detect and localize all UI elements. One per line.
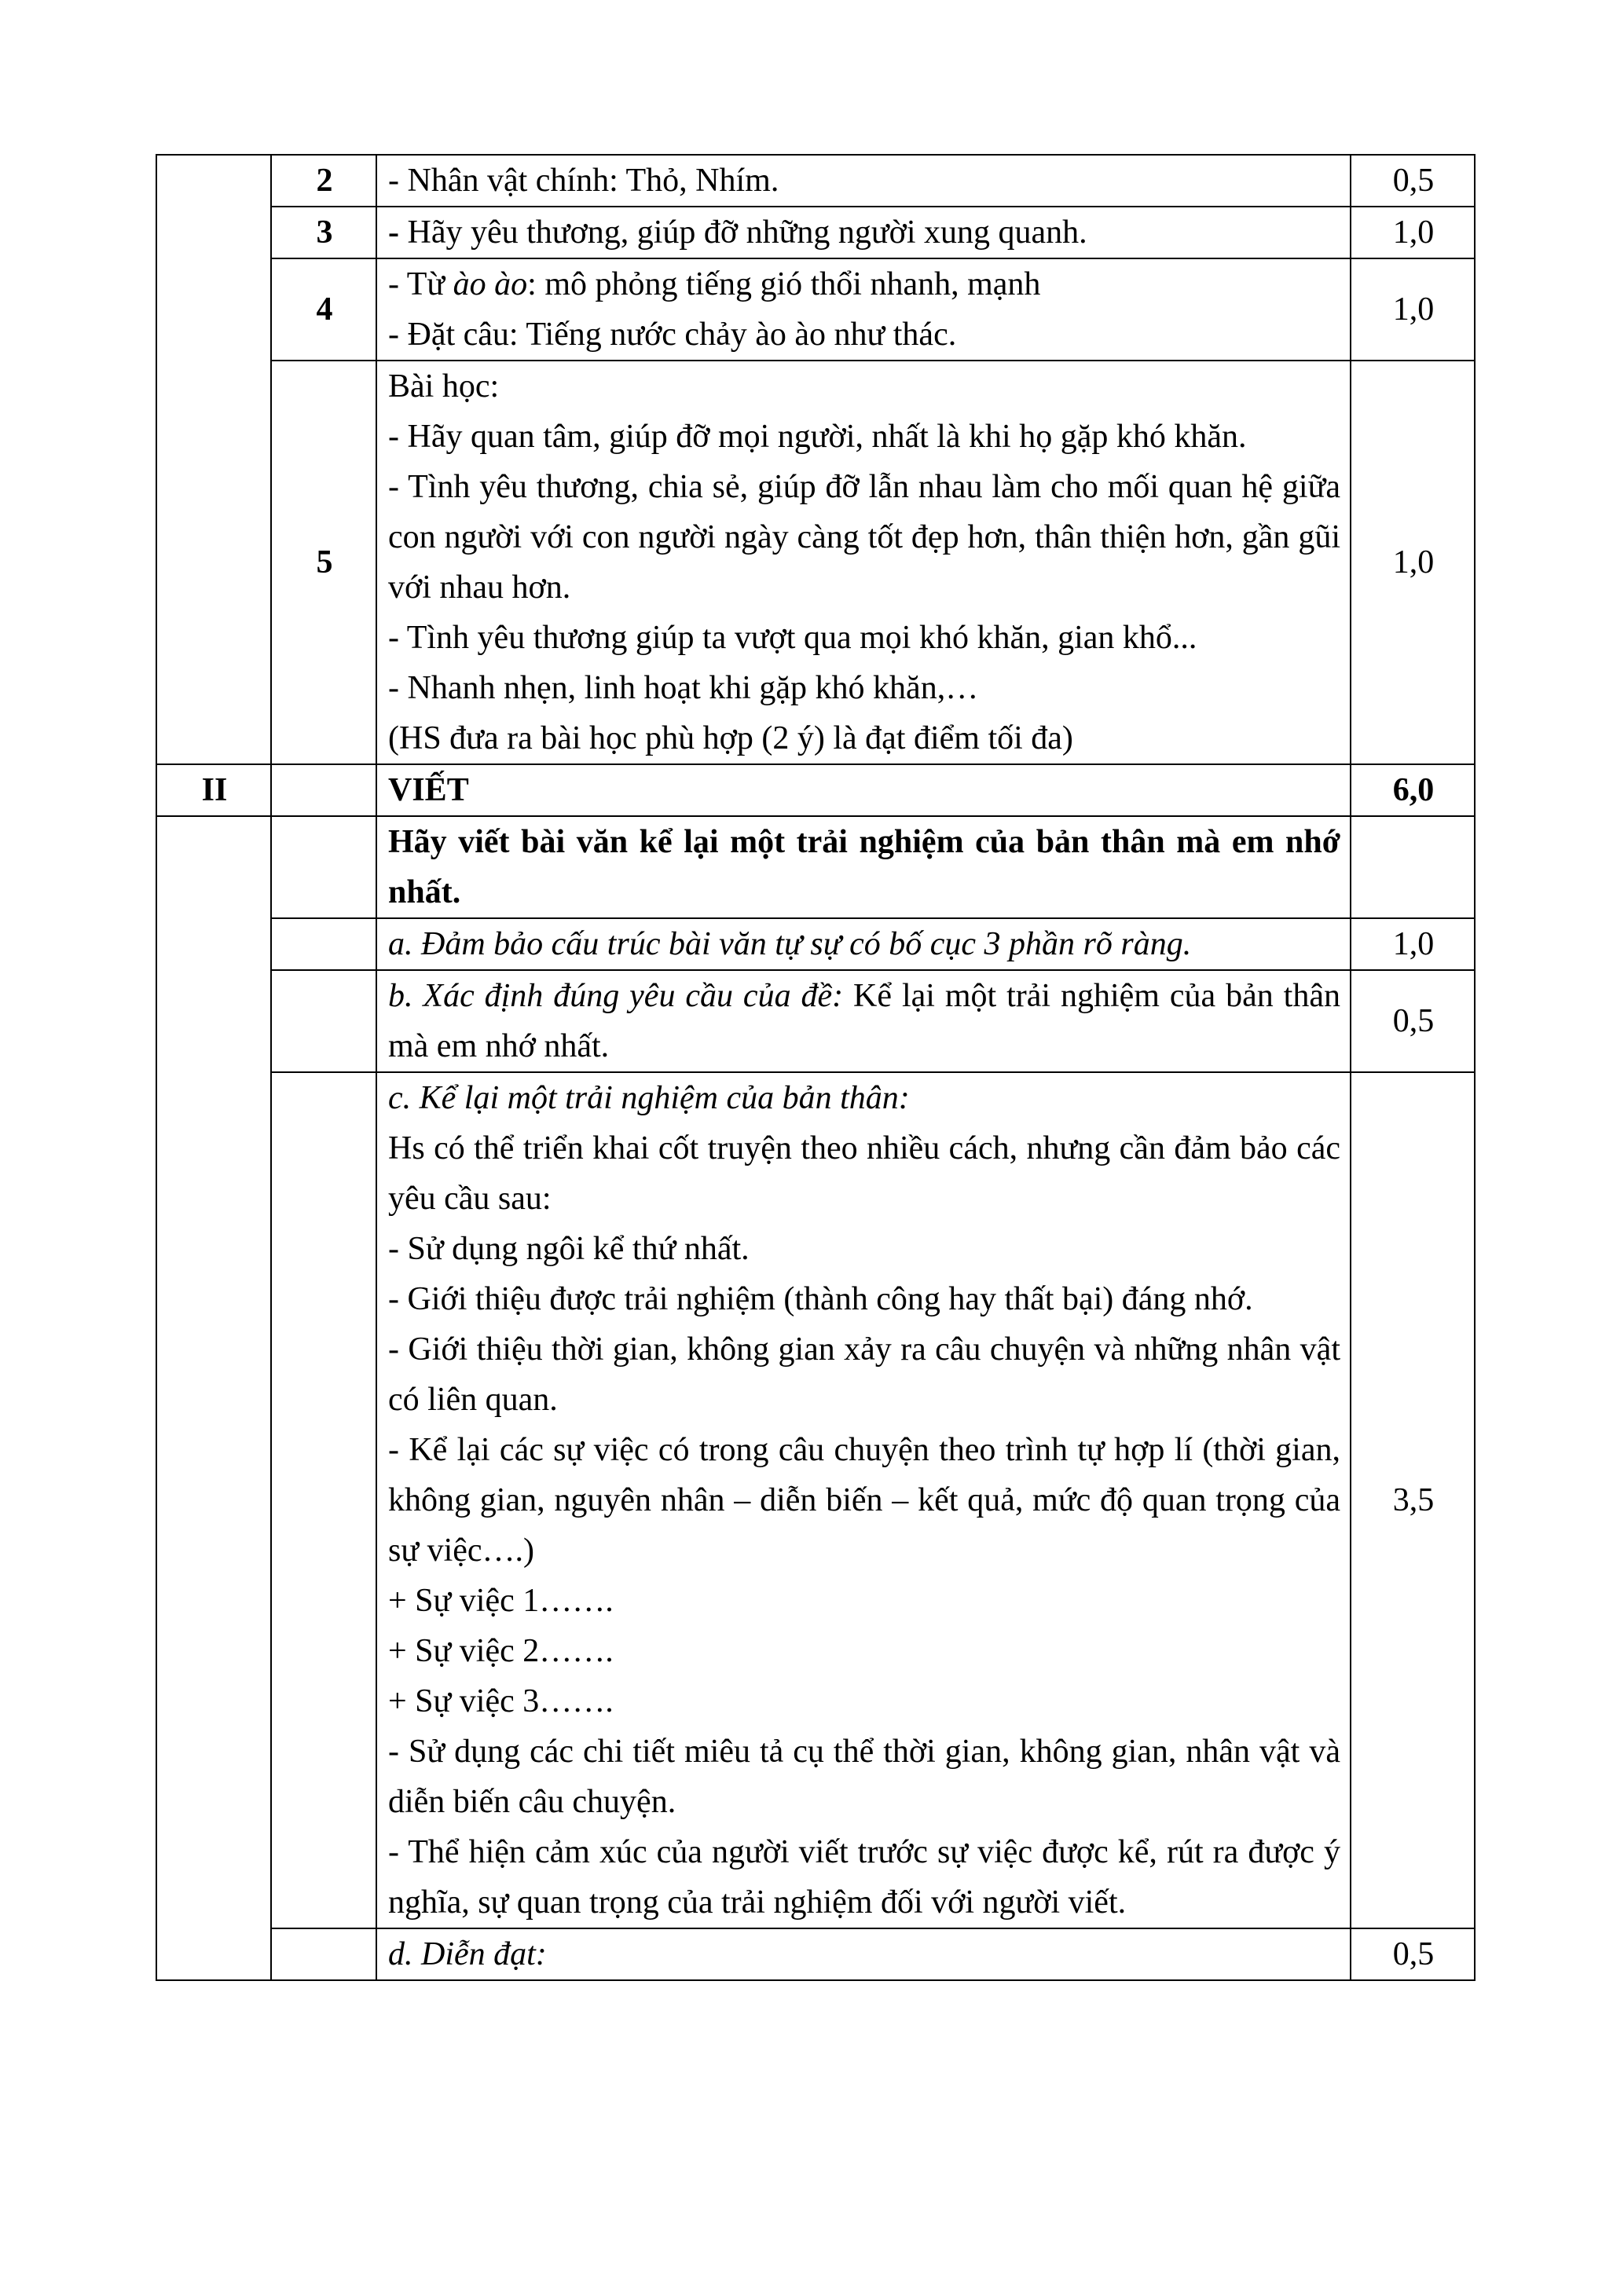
score-cell [1351,258,1475,361]
section-title: VIẾT [388,772,469,808]
score-value: 0,5 [1392,1003,1435,1039]
section-number-cell [156,816,271,1980]
answer-text: - Tình yêu thương, chia sẻ, giúp đỡ lẫn nhau làm cho mối quan hệ giữa con người với con người ngày càng tốt đẹp hơn, thân thiện hơn, gần gũi với nhau hơn. [388,469,1340,606]
score-value: 6,0 [1392,772,1435,808]
score-value: 1,0 [1392,291,1435,328]
answer-key-body [156,155,1475,1980]
answer-text: - Sử dụng ngôi kể thứ nhất. [388,1231,750,1267]
score-cell [1351,918,1475,970]
answer-line [388,1224,1340,1274]
question-number-cell [271,816,376,918]
answer-text: (HS đưa ra bài học phù hợp (2 ý) là đạt điểm tối đa) [388,720,1073,756]
answer-content-cell [376,361,1351,764]
answer-text: d. Diễn đạt: [388,1936,547,1972]
answer-line [388,1073,1340,1123]
answer-content-cell [376,764,1351,816]
answer-text: b. Xác định đúng yêu cầu của đề: [388,978,844,1014]
answer-text: Hãy viết bài văn kể lại một trải nghiệm của bản thân mà em nhớ nhất. [388,824,1340,910]
table-row [156,155,1475,207]
answer-line [388,156,1340,206]
score-cell [1351,361,1475,764]
question-number: 2 [316,163,333,199]
answer-line [388,207,1340,258]
score-cell [1351,1928,1475,1980]
answer-content-cell [376,970,1351,1072]
score-value: 0,5 [1392,163,1435,199]
section-number-cell [156,155,271,764]
question-number-cell [271,764,376,816]
score-value: 1,0 [1392,544,1435,580]
answer-line [388,1676,1340,1727]
answer-text: - Nhân vật chính: Thỏ, Nhím. [388,163,779,199]
answer-line [388,412,1340,462]
question-number-cell [271,1072,376,1928]
answer-text: c. Kể lại một trải nghiệm của bản thân: [388,1080,910,1116]
answer-content-cell [376,258,1351,361]
answer-text: Bài học: [388,368,500,405]
question-number-cell [271,1928,376,1980]
section-number-cell [156,764,271,816]
answer-line [388,1727,1340,1827]
answer-text: : mô phỏng tiếng gió thổi nhanh, mạnh [527,266,1041,302]
answer-text: - Nhanh nhẹn, linh hoạt khi gặp khó khăn,… [388,670,979,706]
answer-line [388,919,1340,969]
section-number: II [201,772,228,808]
answer-text: ào ào [453,266,528,302]
table-row [156,816,1475,918]
question-number-cell [271,361,376,764]
table-row [156,1072,1475,1928]
table-row [156,207,1475,258]
answer-text: Kể lại một trải nghiệm của bản thân mà em nhớ nhất. [388,978,1340,1064]
score-cell [1351,1072,1475,1928]
score-cell [1351,970,1475,1072]
answer-content-cell [376,207,1351,258]
question-number-cell [271,207,376,258]
answer-text: - Thể hiện cảm xúc của người viết trước sự việc được kể, rút ra được ý nghĩa, sự quan trọng của trải nghiệm đối với người viết. [388,1834,1340,1921]
answer-text: - Giới thiệu được trải nghiệm (thành công hay thất bại) đáng nhớ. [388,1281,1253,1317]
question-number-cell [271,970,376,1072]
answer-line [388,713,1340,764]
score-cell [1351,155,1475,207]
answer-line [388,1626,1340,1676]
answer-content-cell [376,816,1351,918]
answer-text: a. Đảm bảo cấu trúc bài văn tự sự có bố cục 3 phần rõ ràng. [388,926,1192,962]
answer-line [388,971,1340,1071]
question-number-cell [271,918,376,970]
table-row [156,258,1475,361]
score-cell [1351,207,1475,258]
score-value: 1,0 [1392,926,1435,962]
table-row [156,918,1475,970]
answer-text: - Tình yêu thương giúp ta vượt qua mọi khó khăn, gian khổ... [388,620,1197,656]
score-value: 1,0 [1392,214,1435,251]
answer-line [388,817,1340,917]
answer-text: - Từ [388,266,453,302]
answer-content-cell [376,1072,1351,1928]
answer-content-cell [376,1928,1351,1980]
answer-line [388,1274,1340,1324]
answer-text: + Sự việc 1……. [388,1583,614,1619]
table-row [156,361,1475,764]
table-row [156,970,1475,1072]
section-row [156,764,1475,816]
answer-line [388,1123,1340,1224]
answer-line [388,361,1340,412]
question-number: 5 [316,544,333,580]
answer-line [388,309,1340,360]
answer-text: - Sử dụng các chi tiết miêu tả cụ thể thời gian, không gian, nhân vật và diễn biến câu chuyện. [388,1734,1340,1820]
answer-line [388,613,1340,663]
answer-text: + Sự việc 2……. [388,1633,614,1669]
table-row [156,1928,1475,1980]
answer-line [388,663,1340,713]
answer-text: - Hãy quan tâm, giúp đỡ mọi người, nhất là khi họ gặp khó khăn. [388,419,1247,455]
score-value: 0,5 [1392,1936,1435,1972]
score-cell [1351,816,1475,918]
answer-line [388,1576,1340,1626]
question-number: 4 [316,291,333,328]
question-number: 3 [316,214,333,251]
answer-text: - Giới thiệu thời gian, không gian xảy ra câu chuyện và những nhân vật có liên quan. [388,1331,1340,1418]
answer-line [388,1929,1340,1979]
answer-text: Hãy yêu thương, giúp đỡ những người xung quanh. [407,214,1087,251]
score-value: 3,5 [1392,1482,1435,1518]
answer-text: + Sự việc 3……. [388,1683,614,1719]
answer-key-table [156,154,1476,1981]
answer-text: - Đặt câu: Tiếng nước chảy ào ào như thác. [388,317,957,353]
answer-text: - Kể lại các sự việc có trong câu chuyện theo trình tự hợp lí (thời gian, không gian, nguyên nhân – diễn biến – kết quả, mức độ quan trọng của sự việc….) [388,1432,1340,1569]
question-number-cell [271,155,376,207]
answer-line [388,1324,1340,1425]
question-number-cell [271,258,376,361]
answer-text: - [388,214,408,251]
answer-line [388,259,1340,309]
score-cell [1351,764,1475,816]
answer-line [388,1827,1340,1928]
answer-line [388,462,1340,613]
answer-text: Hs có thể triển khai cốt truyện theo nhiều cách, nhưng cần đảm bảo các yêu cầu sau: [388,1130,1340,1217]
answer-line [388,1425,1340,1576]
answer-content-cell [376,918,1351,970]
answer-content-cell [376,155,1351,207]
